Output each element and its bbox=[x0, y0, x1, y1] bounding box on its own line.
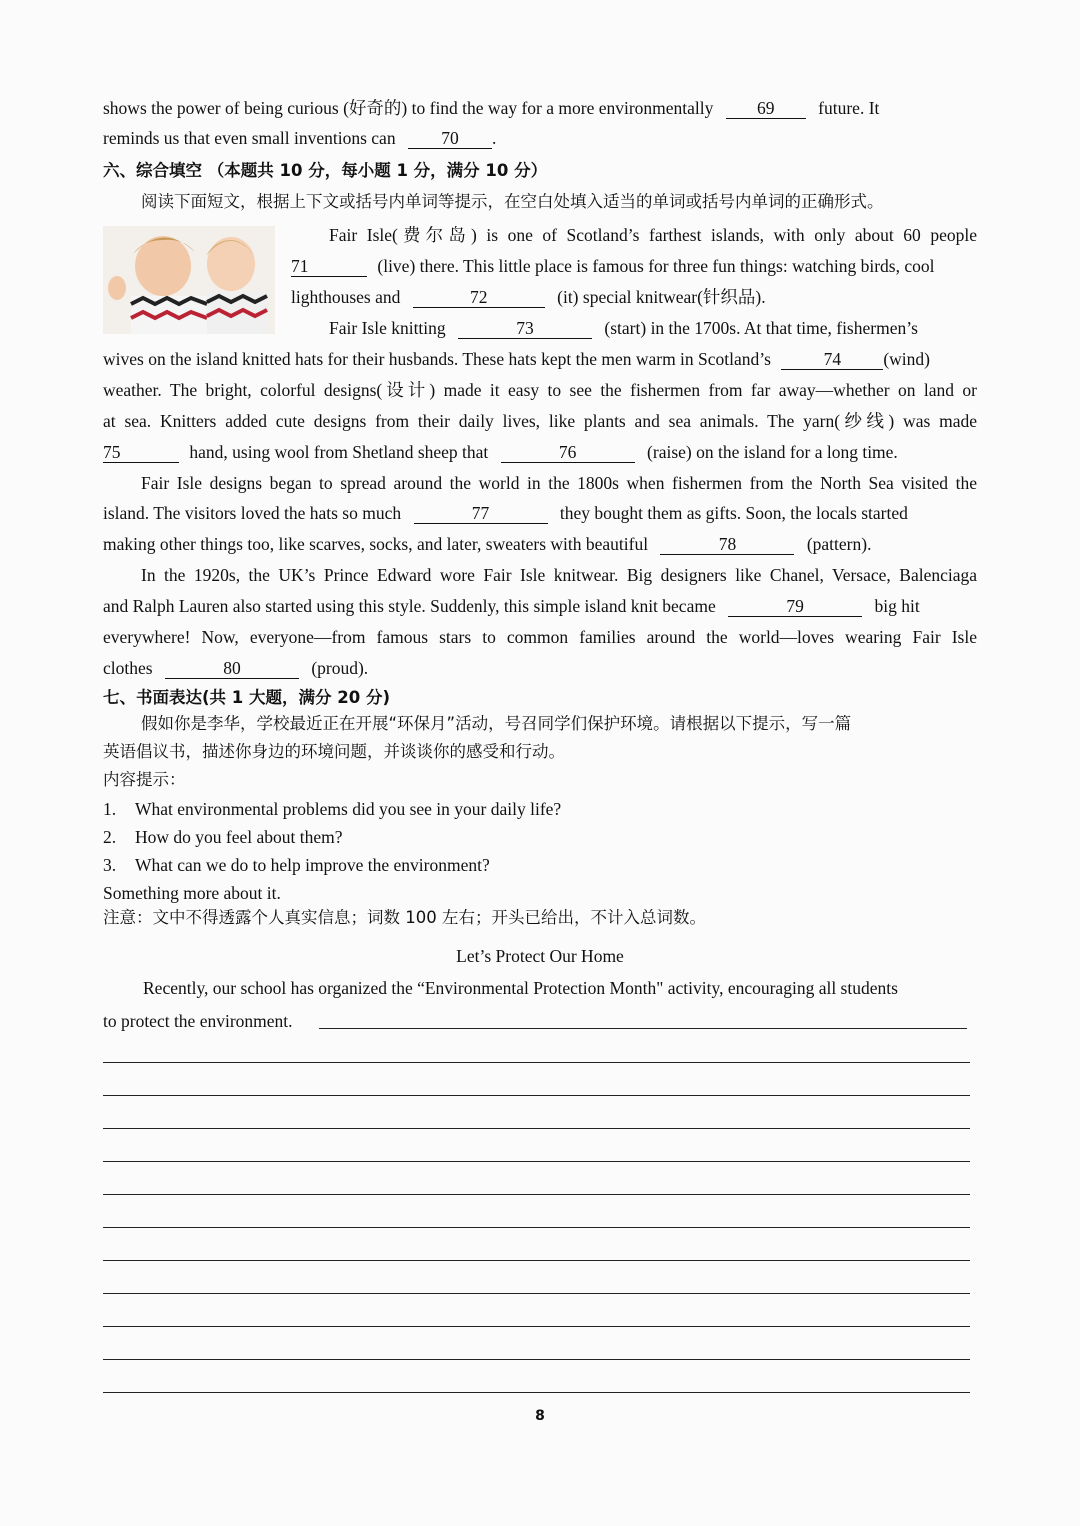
text-line bbox=[103, 594, 920, 618]
hint-item bbox=[103, 825, 343, 849]
blank-72[interactable]: 72 bbox=[413, 287, 545, 308]
writing-line[interactable] bbox=[103, 1326, 970, 1327]
text-line bbox=[103, 440, 898, 464]
writing-prompt: 假如你是李华，学校最近正在开展“环保月”活动，号召同学们保护环境。请根据以下提示，写一篇 bbox=[141, 714, 852, 733]
hint-text: How do you feel about them? bbox=[135, 827, 343, 847]
essay-opening: to protect the environment. bbox=[103, 1011, 293, 1031]
text: lighthouses and bbox=[291, 287, 401, 307]
text-line bbox=[103, 656, 368, 680]
blank-71[interactable]: 71 bbox=[291, 256, 367, 277]
text-line bbox=[141, 563, 977, 587]
text: . bbox=[491, 128, 497, 148]
writing-line[interactable] bbox=[103, 1161, 970, 1162]
writing-line[interactable] bbox=[103, 1260, 970, 1261]
text-line: everywhere! Now, everyone—from famous stars to common families around the world—loves wearing Fair Isle bbox=[103, 627, 977, 647]
text-line bbox=[291, 254, 977, 278]
text: (wind) bbox=[883, 349, 930, 369]
text: reminds us that even small inventions can bbox=[103, 128, 396, 148]
text: (proud). bbox=[311, 658, 369, 678]
section-6-heading: 六、综合填空 （本题共 10 分，每小题 1 分，满分 10 分） bbox=[103, 161, 548, 180]
hint-text: What environmental problems did you see in your daily life? bbox=[135, 799, 562, 819]
text-line bbox=[103, 501, 908, 525]
text-line: weather. The bright, colorful designs(设计) made it easy to see the fishermen from far away—whether on land or bbox=[103, 380, 977, 400]
children-sweater-photo bbox=[103, 226, 275, 334]
blank-80[interactable]: 80 bbox=[165, 658, 299, 679]
text-line bbox=[291, 285, 766, 309]
content-hints-label: 内容提示： bbox=[103, 770, 186, 789]
text: hand, using wool from Shetland sheep that bbox=[189, 442, 489, 462]
text-line bbox=[103, 347, 930, 371]
text-line bbox=[329, 223, 977, 247]
writing-line[interactable] bbox=[103, 1194, 970, 1195]
writing-line[interactable] bbox=[103, 1392, 970, 1393]
blank-69[interactable]: 69 bbox=[726, 98, 806, 119]
hint-item: Something more about it. bbox=[103, 883, 281, 903]
text: (live) there. This little place is famous for three fun things: watching birds, cool bbox=[377, 256, 935, 276]
text: big hit bbox=[874, 596, 920, 616]
text-line: at sea. Knitters added cute designs from their daily lives, like plants and sea animals. The yarn(纱线) was made bbox=[103, 411, 977, 431]
blank-75[interactable]: 75 bbox=[103, 442, 179, 463]
essay-title: Let’s Protect Our Home bbox=[456, 946, 624, 966]
hint-number: 2. bbox=[103, 827, 117, 847]
writing-line[interactable] bbox=[103, 1293, 970, 1294]
writing-line[interactable] bbox=[319, 1028, 967, 1029]
blank-70[interactable]: 70 bbox=[408, 128, 492, 149]
text: they bought them as gifts. Soon, the locals started bbox=[559, 503, 908, 523]
hint-number: 1. bbox=[103, 799, 117, 819]
text-line bbox=[329, 316, 918, 340]
text: and Ralph Lauren also started using this style. Suddenly, this simple island knit became bbox=[103, 596, 716, 616]
blank-73[interactable]: 73 bbox=[458, 318, 592, 339]
hint-item bbox=[103, 797, 561, 821]
blank-79[interactable]: 79 bbox=[728, 596, 862, 617]
text: future. It bbox=[818, 98, 880, 118]
text: making other things too, like scarves, socks, and later, sweaters with beautiful bbox=[103, 534, 649, 554]
text: Fair Isle(费尔岛) is one of Scotland’s farthest islands, with only about 60 people bbox=[329, 225, 977, 245]
hint-number: 3. bbox=[103, 855, 117, 875]
section-7-heading: 七、书面表达(共 1 大题，满分 20 分) bbox=[103, 688, 391, 707]
text-line bbox=[103, 96, 879, 120]
section-6-instructions: 阅读下面短文，根据上下文或括号内单词等提示，在空白处填入适当的单词或括号内单词的正确形式。 bbox=[141, 192, 884, 211]
writing-note: 注意：文中不得透露个人真实信息；词数 100 左右；开头已给出，不计入总词数。 bbox=[103, 908, 706, 927]
text: shows the power of being curious (好奇的) to find the way for a more environmentally bbox=[103, 98, 714, 118]
text-line bbox=[141, 471, 977, 495]
essay-opening: Recently, our school has organized the “Environmental Protection Month" activity, encouraging all students bbox=[143, 978, 898, 998]
text: Fair Isle knitting bbox=[329, 318, 446, 338]
blank-77[interactable]: 77 bbox=[414, 503, 548, 524]
text: Fair Isle designs began to spread around the world in the 1800s when fishermen from the North Sea visited the bbox=[141, 473, 977, 493]
writing-line[interactable] bbox=[103, 1227, 970, 1228]
writing-prompt: 英语倡议书，描述你身边的环境问题，并谈谈你的感受和行动。 bbox=[103, 742, 565, 761]
text: In the 1920s, the UK’s Prince Edward wore Fair Isle knitwear. Big designers like Chanel, Versace, Balenciaga bbox=[141, 565, 977, 585]
writing-line[interactable] bbox=[103, 1095, 970, 1096]
text: island. The visitors loved the hats so much bbox=[103, 503, 402, 523]
writing-line[interactable] bbox=[103, 1062, 970, 1063]
writing-line[interactable] bbox=[103, 1359, 970, 1360]
blank-78[interactable]: 78 bbox=[660, 534, 794, 555]
writing-line[interactable] bbox=[103, 1128, 970, 1129]
text: (raise) on the island for a long time. bbox=[647, 442, 898, 462]
text: (start) in the 1700s. At that time, fishermen’s bbox=[604, 318, 918, 338]
hint-item bbox=[103, 853, 490, 877]
text: clothes bbox=[103, 658, 153, 678]
page-number: 8 bbox=[535, 1408, 545, 1424]
text-line bbox=[103, 532, 871, 556]
text-line bbox=[103, 126, 496, 150]
hint-text: What can we do to help improve the environment? bbox=[135, 855, 490, 875]
text: (pattern). bbox=[806, 534, 872, 554]
blank-74[interactable]: 74 bbox=[781, 349, 883, 370]
text: (it) special knitwear(针织品). bbox=[557, 287, 766, 307]
text: wives on the island knitted hats for their husbands. These hats kept the men warm in Scotland’s bbox=[103, 349, 771, 369]
blank-76[interactable]: 76 bbox=[501, 442, 635, 463]
